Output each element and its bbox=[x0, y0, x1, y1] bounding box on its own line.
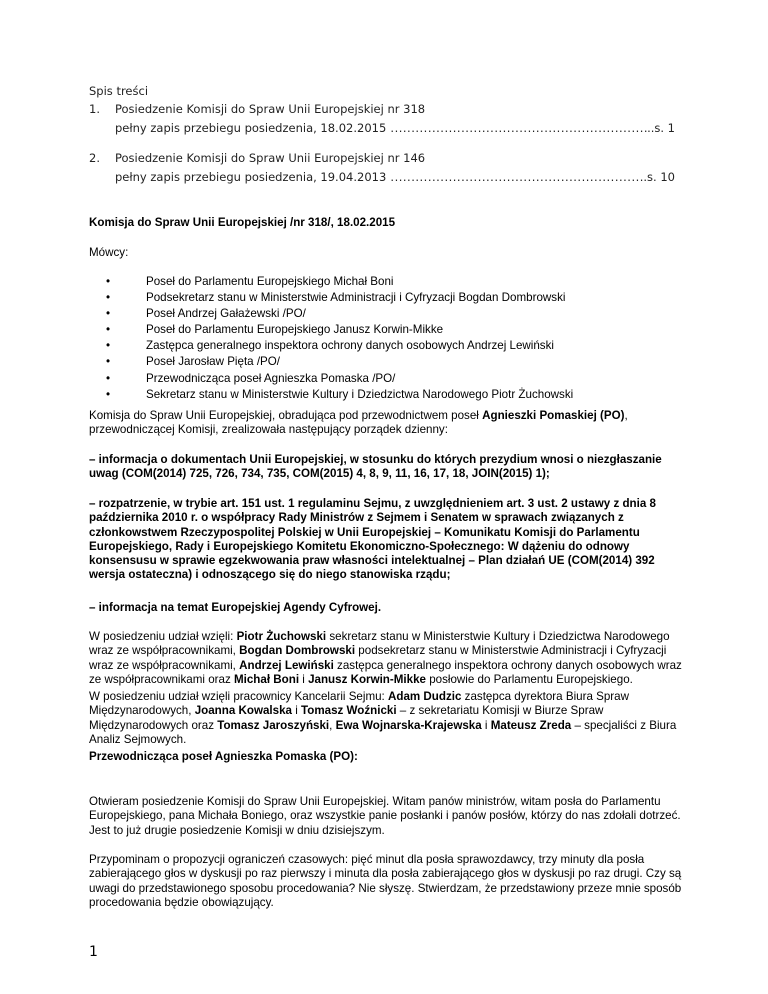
toc-entry-number: 1. bbox=[89, 102, 100, 116]
toc-entry-title: Posiedzenie Komisji do Spraw Unii Europejskiej nr 146 bbox=[115, 151, 426, 165]
list-item: • Poseł do Parlamentu Europejskiego Janusz Korwin-Mikke bbox=[106, 322, 573, 338]
bullet-icon: • bbox=[106, 307, 111, 321]
chair-name: Agnieszki Pomaskiej (PO) bbox=[482, 409, 625, 422]
intro-paragraph: Komisja do Spraw Unii Europejskiej, obradująca pod przewodnictwem poseł Agnieszki Pomaskiej (PO), przewodniczącej Komisji, zrealizowała następujący porządek dzienny: bbox=[89, 409, 628, 437]
list-item: • Sekretarz stanu w Ministerstwie Kultury i Dziedzictwa Narodowego Piotr Żuchowski bbox=[106, 387, 573, 403]
toc-entry-number: 2. bbox=[89, 151, 100, 165]
toc-entry-subtitle: pełny zapis przebiegu posiedzenia, 19.04.2013 ..... bbox=[115, 170, 643, 184]
toc-entry-subtitle-row bbox=[115, 170, 675, 184]
bullet-icon: • bbox=[106, 355, 111, 369]
speakers-list bbox=[106, 274, 573, 403]
toc-entry-subtitle-row bbox=[115, 121, 675, 135]
list-item: • Poseł Jarosław Pięta /PO/ bbox=[106, 354, 573, 370]
list-item: • Poseł Andrzej Gałażewski /PO/ bbox=[106, 306, 573, 322]
speakers-label: Mówcy: bbox=[89, 246, 129, 259]
agenda-item: – rozpatrzenie, w trybie art. 151 ust. 1 regulaminu Sejmu, z uwzględnieniem art. 3 ust. 2 ustawy z dnia 8 października 2010 r. o współpracy Rady Ministrów z Sejmem i Senatem w sprawach związanych z członkowstwem Rzeczypospolitej Polskiej w Unii Europejskiej – Komunikatu Komisji do Parlamentu Europejskiego, Rady i Europejskiego Komitetu Ekonomiczno-Społecznego: W dążeniu do odnowy konsensusu w sprawie egzekwowania praw własności intelektualnej – Plan działań UE (COM(2014) 392 wersja ostateczna) i odnoszącego się do niego stanowiska rządu; bbox=[89, 497, 656, 582]
list-item: • Zastępca generalnego inspektora ochrony danych osobowych Andrzej Lewiński bbox=[106, 338, 573, 354]
speaker-heading: Przewodnicząca poseł Agnieszka Pomaska (PO): bbox=[89, 750, 358, 763]
bullet-icon: • bbox=[106, 323, 111, 337]
bullet-icon: • bbox=[106, 275, 111, 288]
bullet-icon: • bbox=[106, 339, 111, 353]
bullet-icon: • bbox=[106, 291, 111, 305]
section-heading: Komisja do Spraw Unii Europejskiej /nr 318/, 18.02.2015 bbox=[89, 216, 396, 229]
toc-entry-subtitle: pełny zapis przebiegu posiedzenia, 18.02.2015 ..... bbox=[115, 121, 647, 135]
bullet-icon: • bbox=[106, 371, 111, 385]
staff-paragraph: W posiedzeniu udział wzięli pracownicy Kancelarii Sejmu: Adam Dudzic zastępca dyrektora Biura Spraw Międzynarodowych, Joanna Kowalska i Tomasz Woźnicki – z sekretariatu Komisji w Biurze Spraw Międzynarodowych oraz Tomasz Jaroszyński, Ewa Wojnarska-Krajewska i Mateusz Zreda – specjaliści z Biura Analiz Sejmowych. bbox=[89, 690, 677, 746]
bullet-icon: • bbox=[106, 387, 111, 401]
toc-entry-page: ..s. 1 bbox=[647, 121, 675, 135]
toc-title: Spis treści bbox=[89, 84, 149, 98]
list-item: • Podsekretarz stanu w Ministerstwie Administracji i Cyfryzacji Bogdan Dombrowski bbox=[106, 290, 573, 306]
participants-paragraph: W posiedzeniu udział wzięli: Piotr Żuchowski sekretarz stanu w Ministerstwie Kultury i Dziedzictwa Narodowego wraz ze współpracownikami, Bogdan Dombrowski podsekretarz stanu w Ministerstwie Administracji i Cyfryzacji wraz ze współpracownikami, Andrzej Lewiński zastępca generalnego inspektora ochrony danych osobowych wraz ze współpracownikami oraz Michał Boni i Janusz Korwin-Mikke posłowie do Parlamentu Europejskiego. bbox=[89, 630, 682, 686]
toc-entry-page: .s. 10 bbox=[643, 170, 675, 184]
list-item: • Przewodnicząca poseł Agnieszka Pomaska /PO/ bbox=[106, 371, 573, 387]
list-item: • Poseł do Parlamentu Europejskiego Michał Boni bbox=[106, 274, 573, 290]
body-paragraph: Przypominam o propozycji ograniczeń czasowych: pięć minut dla posła sprawozdawcy, trzy minuty dla posła zabierającego głos w dyskusji po raz pierwszy i minuta dla posła zabierającego głos w dyskusji po raz drugi. Czy są uwagi do przedstawionego sposobu procedowania? Nie słyszę. Stwierdzam, że przedstawiony przeze mnie sposób procedowania będzie obowiązujący. bbox=[89, 853, 682, 909]
toc-entry-title: Posiedzenie Komisji do Spraw Unii Europejskiej nr 318 bbox=[115, 102, 426, 116]
body-paragraph: Otwieram posiedzenie Komisji do Spraw Unii Europejskiej. Witam panów ministrów, witam posła do Parlamentu Europejskiego, pana Michała Boniego, oraz wszystkie panie posłanki i panów posłów, którzy do nas zdołali dotrzeć. Jest to już drugie posiedzenie Komisji w dniu dzisiejszym. bbox=[89, 795, 681, 837]
agenda-item: – informacja o dokumentach Unii Europejskiej, w stosunku do których prezydium wnosi o niezgłaszanie uwag (COM(2014) 725, 726, 734, 735, COM(2015) 4, 8, 9, 11, 16, 17, 18, JOIN(2015) 1); bbox=[89, 453, 662, 481]
agenda-item: – informacja na temat Europejskiej Agendy Cyfrowej. bbox=[89, 601, 382, 614]
page-number: 1 bbox=[89, 944, 98, 960]
